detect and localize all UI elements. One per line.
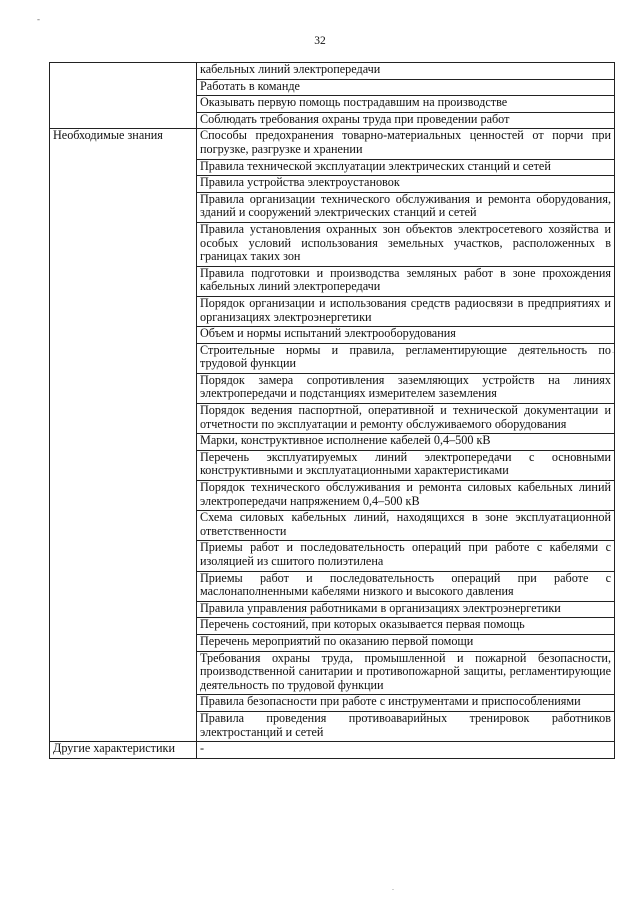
- requirement-item: Правила устройства электроустановок: [197, 176, 615, 193]
- requirement-item: Порядок ведения паспортной, оперативной и технической документации и отчетности по эксплуатации и ремонту обслуживаемого оборудования: [197, 404, 615, 434]
- requirement-item: Правила установления охранных зон объектов электросетевого хозяйства и особых условий использования земельных участков, расположенных в границах таких зон: [197, 222, 615, 266]
- competency-table: [49, 62, 615, 759]
- corner-mark: -: [37, 14, 40, 24]
- requirement-item: Способы предохранения товарно-материальных ценностей от порчи при погрузке, разгрузке и хранении: [197, 129, 615, 159]
- requirement-item: кабельных линий электропередачи: [197, 63, 615, 80]
- section-label: Другие характеристики: [50, 742, 197, 759]
- requirement-item: Соблюдать требования охраны труда при проведении работ: [197, 112, 615, 129]
- requirement-item: Требования охраны труда, промышленной и пожарной безопасности, производственной санитарии и противопожарной защиты, регламентирующие деятельность по трудовой функции: [197, 651, 615, 695]
- requirement-item: Порядок технического обслуживания и ремонта силовых кабельных линий электропередачи напряжением 0,4–500 кВ: [197, 481, 615, 511]
- requirement-item: Приемы работ и последовательность операций при работе с кабелями с изоляцией из сшитого полиэтилена: [197, 541, 615, 571]
- requirement-item: Марки, конструктивное исполнение кабелей 0,4–500 кВ: [197, 434, 615, 451]
- section-label: Необходимые знания: [50, 129, 197, 742]
- section-label: [50, 63, 197, 129]
- requirement-item: Правила проведения противоаварийных тренировок работников электростанций и сетей: [197, 711, 615, 741]
- requirement-item: Правила технической эксплуатации электрических станций и сетей: [197, 159, 615, 176]
- requirement-item: Порядок организации и использования средств радиосвязи в предприятиях и организациях электроэнергетики: [197, 296, 615, 326]
- requirement-item: Правила организации технического обслуживания и ремонта оборудования, зданий и сооружений электрических станций и сетей: [197, 192, 615, 222]
- requirement-item: Порядок замера сопротивления заземляющих устройств на линиях электропередачи и подстанциях измерителем заземления: [197, 373, 615, 403]
- requirement-item: Правила безопасности при работе с инструментами и приспособлениями: [197, 695, 615, 712]
- requirement-item: -: [197, 742, 615, 759]
- requirement-item: Перечень состояний, при которых оказывается первая помощь: [197, 618, 615, 635]
- requirement-item: Приемы работ и последовательность операций при работе с маслонаполненными кабелями низкого и высокого давления: [197, 571, 615, 601]
- requirement-item: Правила подготовки и производства земляных работ в зоне прохождения кабельных линий электропередачи: [197, 266, 615, 296]
- page-number: 32: [314, 35, 326, 47]
- scan-speck: .: [392, 883, 394, 892]
- requirement-item: Перечень эксплуатируемых линий электропередачи с основными конструктивными и эксплуатационными характеристиками: [197, 450, 615, 480]
- table-row: [50, 63, 615, 80]
- requirement-item: Схема силовых кабельных линий, находящихся в зоне эксплуатационной ответственности: [197, 511, 615, 541]
- requirement-item: Строительные нормы и правила, регламентирующие деятельность по трудовой функции: [197, 343, 615, 373]
- requirement-item: Правила управления работниками в организациях электроэнергетики: [197, 601, 615, 618]
- requirement-item: Перечень мероприятий по оказанию первой помощи: [197, 634, 615, 651]
- scan-speck: .: [612, 346, 614, 355]
- requirement-item: Работать в команде: [197, 79, 615, 96]
- requirement-item: Оказывать первую помощь пострадавшим на производстве: [197, 96, 615, 113]
- table-row: [50, 129, 615, 159]
- requirement-item: Объем и нормы испытаний электрооборудования: [197, 327, 615, 344]
- table-row: [50, 742, 615, 759]
